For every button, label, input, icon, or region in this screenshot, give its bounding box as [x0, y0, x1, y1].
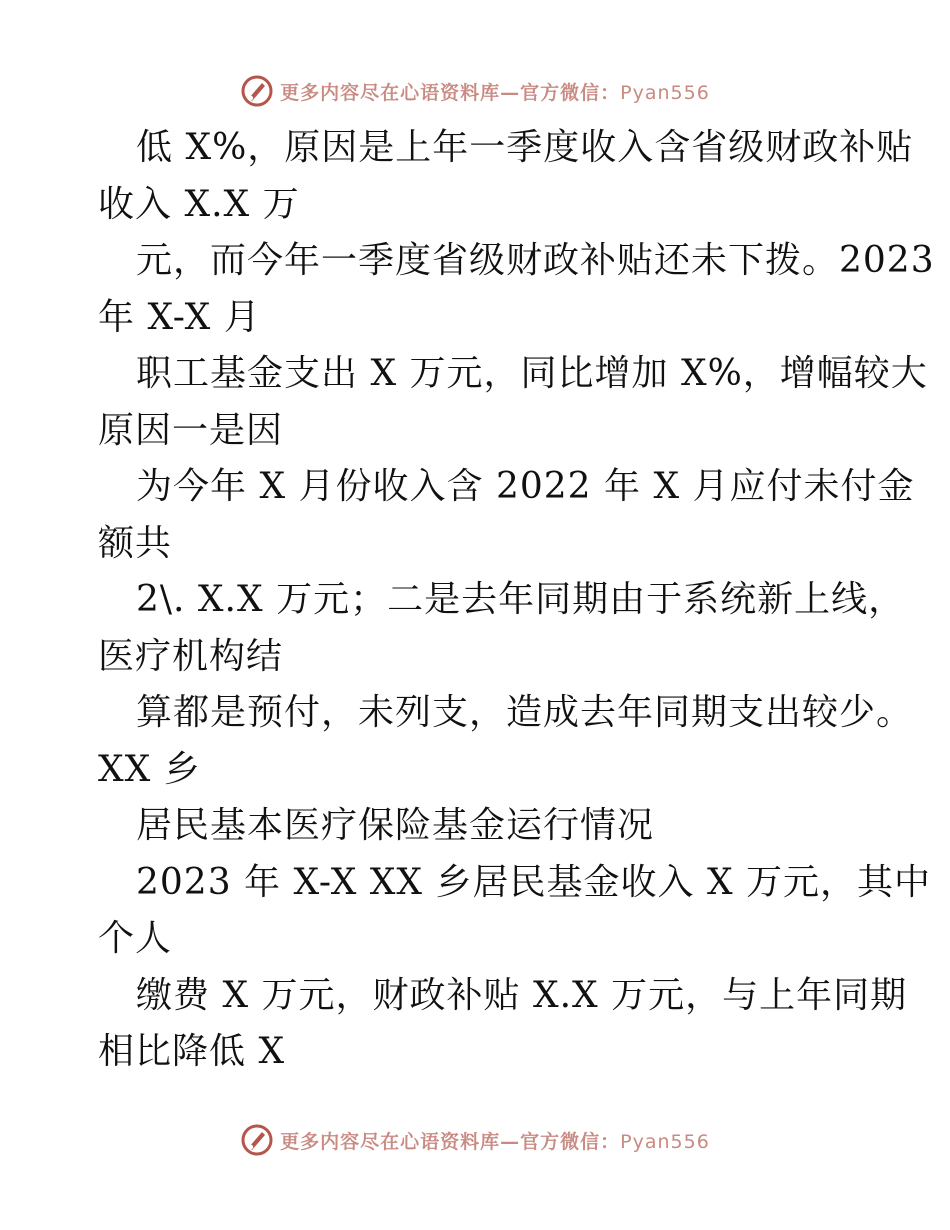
body-line: 个人: [98, 918, 173, 959]
body-line: 2023 年 X-X XX 乡居民基金收入 X 万元，其中: [136, 861, 932, 903]
body-line: 为今年 X 月份收入含 2022 年 X 月应付未付金: [136, 466, 915, 507]
body-line: 低 X%，原因是上年一季度收入含省级财政补贴: [136, 127, 914, 168]
body-line: 缴费 X 万元，财政补贴 X.X 万元，与上年同期: [136, 974, 908, 1016]
body-line: 相比降低 X: [98, 1031, 286, 1072]
footer-banner-text: 更多内容尽在心语资料库—官方微信：Pyan556: [280, 1130, 710, 1153]
body-line: 医疗机构结: [98, 635, 284, 677]
section-heading: 居民基本医疗保险基金运行情况: [136, 805, 655, 846]
body-line: 年 X-X 月: [98, 296, 261, 338]
body-line: 额共: [98, 522, 173, 564]
body-line: XX 乡: [98, 748, 201, 790]
page-header-banner: [0, 71, 950, 111]
brand-logo-icon: [240, 74, 274, 108]
body-line: 原因一是因: [98, 409, 284, 451]
body-line: 算都是预付，未列支，造成去年同期支出较少。: [136, 692, 914, 733]
body-line: 职工基金支出 X 万元，同比增加 X%，增幅较大: [136, 353, 928, 394]
document-body: [98, 120, 935, 1081]
brand-logo-icon: [240, 1123, 274, 1157]
header-banner-text: 更多内容尽在心语资料库—官方微信：Pyan556: [280, 81, 710, 104]
page-footer-banner: [0, 1120, 950, 1160]
footer-wechat-id: Pyan556: [620, 1130, 710, 1153]
body-line: 收入 X.X 万: [98, 183, 300, 225]
body-line: 2\. X.X 万元；二是去年同期由于系统新上线，: [136, 579, 906, 620]
header-wechat-id: Pyan556: [620, 81, 710, 104]
body-line: 元，而今年一季度省级财政补贴还未下拨。2023: [136, 240, 935, 281]
